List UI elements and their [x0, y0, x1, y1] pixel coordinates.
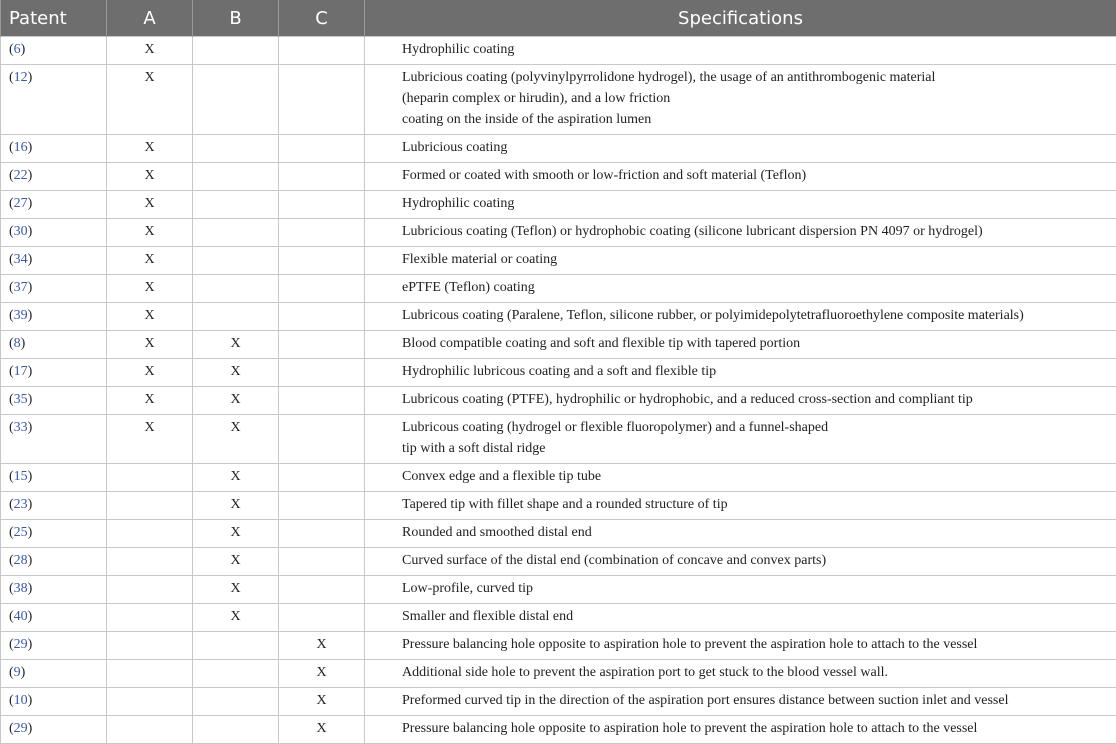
table-row [1, 716, 1116, 744]
paren-close: ) [28, 637, 33, 652]
mark-cell-b: X [193, 520, 279, 548]
specification-cell [365, 37, 1116, 65]
patent-cell [1, 219, 107, 247]
mark-cell-b [193, 688, 279, 716]
mark-cell-a: X [107, 163, 193, 191]
patent-ref-link[interactable]: 35 [14, 392, 28, 407]
paren-close: ) [28, 364, 33, 379]
mark-cell-b [193, 632, 279, 660]
paren-close: ) [28, 280, 33, 295]
mark-cell-c [279, 415, 365, 464]
mark-cell-a [107, 604, 193, 632]
paren-open: ( [9, 308, 14, 323]
patent-ref-link[interactable]: 40 [14, 609, 28, 624]
mark-cell-c [279, 464, 365, 492]
paren-close: ) [28, 525, 33, 540]
mark-cell-b: X [193, 359, 279, 387]
mark-cell-c: X [279, 716, 365, 744]
mark-cell-b [193, 163, 279, 191]
mark-cell-b [193, 275, 279, 303]
patent-ref-link[interactable]: 29 [14, 721, 28, 736]
mark-cell-c [279, 331, 365, 359]
mark-cell-c [279, 135, 365, 163]
mark-cell-a: X [107, 219, 193, 247]
patent-cell [1, 387, 107, 415]
specification-line: Pressure balancing hole opposite to aspiration hole to prevent the aspiration hole to attach to the vessel [402, 634, 1114, 655]
paren-open: ( [9, 525, 14, 540]
table-row [1, 688, 1116, 716]
mark-cell-a [107, 464, 193, 492]
specification-cell [365, 247, 1116, 275]
patent-cell [1, 604, 107, 632]
table-row [1, 632, 1116, 660]
mark-cell-c: X [279, 688, 365, 716]
table-row [1, 163, 1116, 191]
mark-cell-b [193, 716, 279, 744]
patent-cell [1, 191, 107, 219]
mark-cell-b [193, 37, 279, 65]
header-b: B [193, 0, 279, 37]
specification-cell [365, 492, 1116, 520]
patent-cell [1, 576, 107, 604]
paren-open: ( [9, 196, 14, 211]
patent-ref-link[interactable]: 12 [14, 70, 28, 85]
patent-ref-link[interactable]: 33 [14, 420, 28, 435]
patent-cell [1, 688, 107, 716]
patent-cell [1, 135, 107, 163]
specification-cell [365, 716, 1116, 744]
mark-cell-a [107, 576, 193, 604]
paren-close: ) [28, 140, 33, 155]
paren-open: ( [9, 224, 14, 239]
mark-cell-c [279, 65, 365, 135]
patent-ref-link[interactable]: 8 [14, 336, 21, 351]
mark-cell-b: X [193, 604, 279, 632]
specification-cell [365, 387, 1116, 415]
table-row [1, 464, 1116, 492]
table-row [1, 219, 1116, 247]
specification-cell [365, 576, 1116, 604]
mark-cell-a: X [107, 275, 193, 303]
specification-line: Hydrophilic coating [402, 39, 1114, 60]
paren-close: ) [28, 609, 33, 624]
specification-line: Smaller and flexible distal end [402, 606, 1114, 627]
specification-line: Lubricious coating (Teflon) or hydrophobic coating (silicone lubricant dispersion PN 4097 or hydrogel) [402, 221, 1114, 242]
specification-line: Formed or coated with smooth or low-friction and soft material (Teflon) [402, 165, 1114, 186]
mark-cell-c [279, 548, 365, 576]
mark-cell-a: X [107, 359, 193, 387]
specification-line: Preformed curved tip in the direction of the aspiration port ensures distance between suction inlet and vessel [402, 690, 1114, 711]
patent-cell [1, 415, 107, 464]
mark-cell-c [279, 163, 365, 191]
header-specifications: Specifications [365, 0, 1116, 37]
specification-cell [365, 135, 1116, 163]
specification-line: ePTFE (Teflon) coating [402, 277, 1114, 298]
header-patent: Patent [1, 0, 107, 37]
specification-line: coating on the inside of the aspiration lumen [402, 109, 1114, 130]
patent-cell [1, 359, 107, 387]
specification-line: Rounded and smoothed distal end [402, 522, 1114, 543]
table-row [1, 387, 1116, 415]
table-row [1, 247, 1116, 275]
mark-cell-a: X [107, 331, 193, 359]
paren-close: ) [21, 665, 26, 680]
specification-line: Flexible material or coating [402, 249, 1114, 270]
specification-line: Additional side hole to prevent the aspiration port to get stuck to the blood vessel wall. [402, 662, 1114, 683]
patent-cell [1, 520, 107, 548]
mark-cell-a: X [107, 247, 193, 275]
specification-line: Lubricous coating (hydrogel or flexible fluoropolymer) and a funnel-shaped [402, 417, 1114, 438]
paren-close: ) [28, 168, 33, 183]
table-row [1, 37, 1116, 65]
specification-line: Hydrophilic lubricous coating and a soft and flexible tip [402, 361, 1114, 382]
patent-cell [1, 716, 107, 744]
patent-cell [1, 548, 107, 576]
mark-cell-c [279, 576, 365, 604]
mark-cell-c [279, 604, 365, 632]
specification-cell [365, 303, 1116, 331]
table-row [1, 303, 1116, 331]
paren-open: ( [9, 140, 14, 155]
mark-cell-a: X [107, 191, 193, 219]
patent-ref-link[interactable]: 15 [14, 469, 28, 484]
mark-cell-a: X [107, 65, 193, 135]
table-row [1, 331, 1116, 359]
paren-open: ( [9, 637, 14, 652]
specification-cell [365, 632, 1116, 660]
mark-cell-c [279, 191, 365, 219]
paren-open: ( [9, 168, 14, 183]
specification-line: (heparin complex or hirudin), and a low friction [402, 88, 1114, 109]
patent-cell [1, 331, 107, 359]
mark-cell-a: X [107, 415, 193, 464]
table-row [1, 191, 1116, 219]
table-row [1, 576, 1116, 604]
specification-cell [365, 331, 1116, 359]
specification-line: Tapered tip with fillet shape and a rounded structure of tip [402, 494, 1114, 515]
paren-open: ( [9, 581, 14, 596]
patent-cell [1, 464, 107, 492]
patent-ref-link[interactable]: 16 [14, 140, 28, 155]
specification-line: tip with a soft distal ridge [402, 438, 1114, 459]
specification-cell [365, 219, 1116, 247]
paren-open: ( [9, 609, 14, 624]
mark-cell-a: X [107, 37, 193, 65]
patent-ref-link[interactable]: 37 [14, 280, 28, 295]
specification-line: Low-profile, curved tip [402, 578, 1114, 599]
mark-cell-a [107, 548, 193, 576]
paren-close: ) [28, 721, 33, 736]
paren-close: ) [28, 693, 33, 708]
patent-ref-link[interactable]: 17 [14, 364, 28, 379]
specification-cell [365, 520, 1116, 548]
paren-open: ( [9, 392, 14, 407]
mark-cell-c [279, 359, 365, 387]
paren-open: ( [9, 336, 14, 351]
mark-cell-b: X [193, 576, 279, 604]
paren-open: ( [9, 497, 14, 512]
table-row [1, 359, 1116, 387]
mark-cell-a [107, 716, 193, 744]
specification-cell [365, 191, 1116, 219]
specification-cell [365, 415, 1116, 464]
mark-cell-a: X [107, 303, 193, 331]
specification-line: Curved surface of the distal end (combination of concave and convex parts) [402, 550, 1114, 571]
mark-cell-c [279, 275, 365, 303]
paren-close: ) [28, 420, 33, 435]
mark-cell-b: X [193, 415, 279, 464]
mark-cell-b: X [193, 387, 279, 415]
patent-ref-link[interactable]: 27 [14, 196, 28, 211]
patent-cell [1, 163, 107, 191]
specification-line: Lubricious coating [402, 137, 1114, 158]
paren-open: ( [9, 364, 14, 379]
mark-cell-c: X [279, 660, 365, 688]
mark-cell-b: X [193, 464, 279, 492]
specification-cell [365, 688, 1116, 716]
mark-cell-c [279, 387, 365, 415]
specification-line: Convex edge and a flexible tip tube [402, 466, 1114, 487]
patent-ref-link[interactable]: 34 [14, 252, 28, 267]
patent-ref-link[interactable]: 22 [14, 168, 28, 183]
mark-cell-b [193, 219, 279, 247]
paren-open: ( [9, 721, 14, 736]
paren-close: ) [28, 224, 33, 239]
patent-cell [1, 303, 107, 331]
patent-ref-link[interactable]: 25 [14, 525, 28, 540]
mark-cell-c [279, 219, 365, 247]
mark-cell-a: X [107, 135, 193, 163]
table-row [1, 275, 1116, 303]
paren-close: ) [28, 581, 33, 596]
paren-open: ( [9, 553, 14, 568]
specification-line: Hydrophilic coating [402, 193, 1114, 214]
table-header-row [1, 0, 1116, 37]
paren-open: ( [9, 693, 14, 708]
mark-cell-b: X [193, 492, 279, 520]
mark-cell-b: X [193, 331, 279, 359]
paren-open: ( [9, 252, 14, 267]
specification-cell [365, 163, 1116, 191]
mark-cell-a [107, 632, 193, 660]
patent-cell [1, 65, 107, 135]
header-c: C [279, 0, 365, 37]
mark-cell-a [107, 492, 193, 520]
paren-close: ) [28, 392, 33, 407]
table-row [1, 415, 1116, 464]
patent-ref-link[interactable]: 9 [14, 665, 21, 680]
paren-open: ( [9, 70, 14, 85]
patent-ref-link[interactable]: 28 [14, 553, 28, 568]
mark-cell-a: X [107, 387, 193, 415]
specification-line: Lubricous coating (Paralene, Teflon, silicone rubber, or polyimidepolytetrafluoroethylene composite materials) [402, 305, 1114, 326]
paren-close: ) [21, 336, 26, 351]
mark-cell-a [107, 520, 193, 548]
paren-close: ) [28, 252, 33, 267]
patent-ref-link[interactable]: 30 [14, 224, 28, 239]
paren-close: ) [21, 42, 26, 57]
patent-cell [1, 275, 107, 303]
header-a: A [107, 0, 193, 37]
patent-cell [1, 37, 107, 65]
mark-cell-c [279, 492, 365, 520]
specification-cell [365, 65, 1116, 135]
table-row [1, 492, 1116, 520]
paren-close: ) [28, 308, 33, 323]
patent-cell [1, 247, 107, 275]
patent-ref-link[interactable]: 23 [14, 497, 28, 512]
mark-cell-b [193, 247, 279, 275]
table-row [1, 520, 1116, 548]
mark-cell-c: X [279, 632, 365, 660]
specification-cell [365, 464, 1116, 492]
table-row [1, 65, 1116, 135]
mark-cell-b [193, 65, 279, 135]
paren-open: ( [9, 665, 14, 680]
specification-line: Lubricious coating (polyvinylpyrrolidone hydrogel), the usage of an antithrombogenic material [402, 67, 1114, 88]
table-row [1, 548, 1116, 576]
specification-cell [365, 604, 1116, 632]
patent-ref-link[interactable]: 29 [14, 637, 28, 652]
patent-cell [1, 632, 107, 660]
paren-close: ) [28, 196, 33, 211]
table-row [1, 135, 1116, 163]
paren-open: ( [9, 469, 14, 484]
patent-ref-link[interactable]: 39 [14, 308, 28, 323]
patent-ref-link[interactable]: 6 [14, 42, 21, 57]
paren-open: ( [9, 42, 14, 57]
paren-open: ( [9, 420, 14, 435]
patent-cell [1, 492, 107, 520]
paren-close: ) [28, 553, 33, 568]
paren-close: ) [28, 70, 33, 85]
table-body [1, 37, 1116, 744]
patent-ref-link[interactable]: 10 [14, 693, 28, 708]
paren-open: ( [9, 280, 14, 295]
specification-cell [365, 359, 1116, 387]
paren-close: ) [28, 469, 33, 484]
mark-cell-c [279, 303, 365, 331]
mark-cell-b [193, 303, 279, 331]
mark-cell-c [279, 520, 365, 548]
specification-line: Pressure balancing hole opposite to aspiration hole to prevent the aspiration hole to attach to the vessel [402, 718, 1114, 739]
paren-close: ) [28, 497, 33, 512]
mark-cell-b: X [193, 548, 279, 576]
mark-cell-c [279, 247, 365, 275]
specification-cell [365, 548, 1116, 576]
specification-line: Blood compatible coating and soft and flexible tip with tapered portion [402, 333, 1114, 354]
table-row [1, 604, 1116, 632]
specification-line: Lubricous coating (PTFE), hydrophilic or hydrophobic, and a reduced cross-section and compliant tip [402, 389, 1114, 410]
mark-cell-a [107, 688, 193, 716]
specification-cell [365, 275, 1116, 303]
patent-ref-link[interactable]: 38 [14, 581, 28, 596]
mark-cell-b [193, 135, 279, 163]
mark-cell-c [279, 37, 365, 65]
mark-cell-b [193, 191, 279, 219]
